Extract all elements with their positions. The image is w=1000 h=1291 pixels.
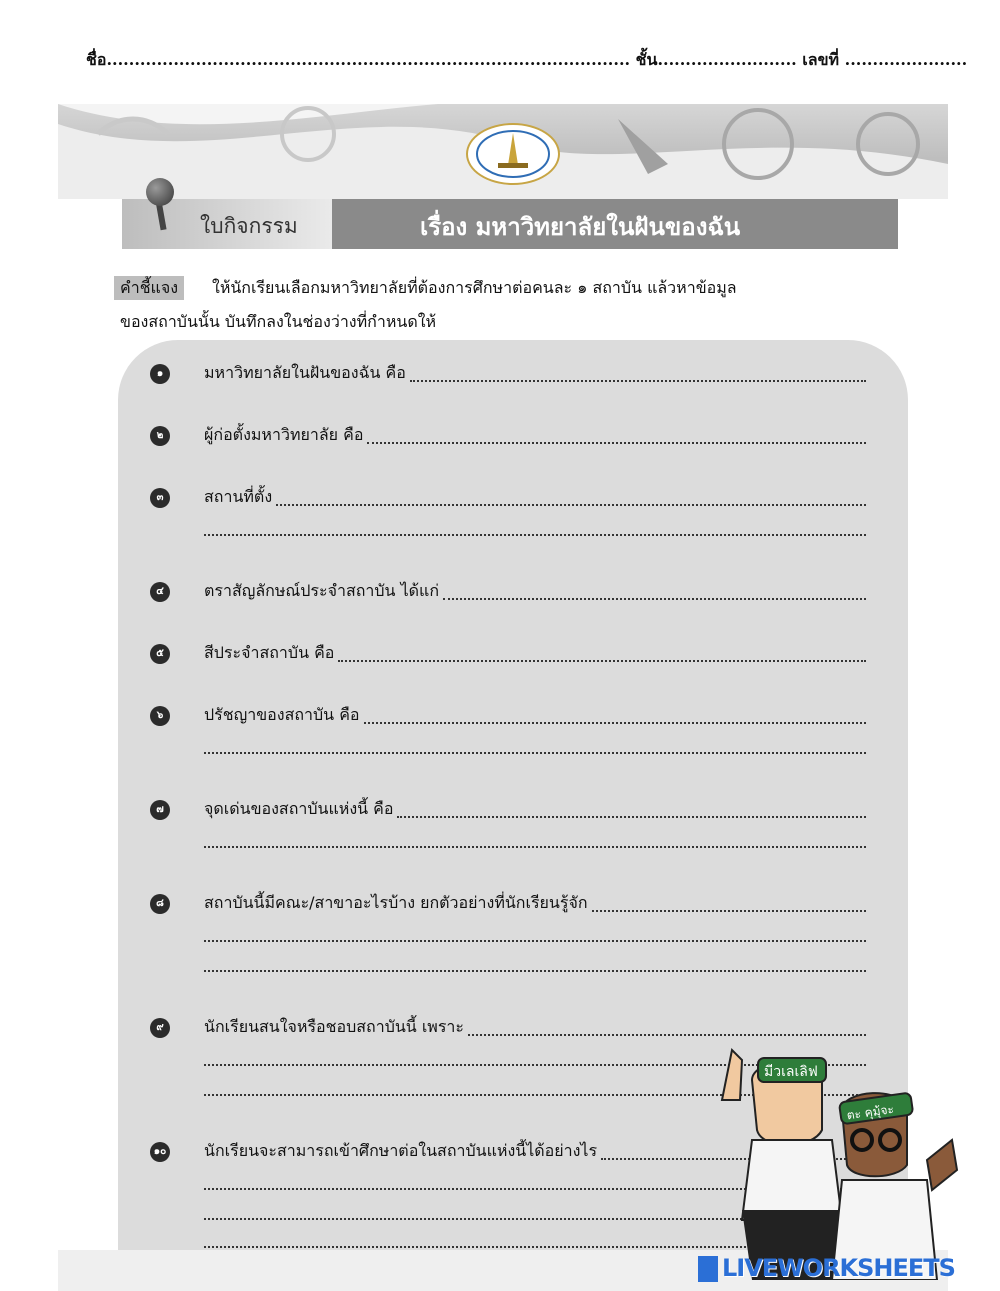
question-number: ๖ — [150, 706, 170, 726]
question-number: ๑๐ — [150, 1142, 170, 1162]
question-label: ตราสัญลักษณ์ประจำสถาบัน ได้แก่ — [204, 581, 440, 600]
question-8 — [150, 894, 866, 980]
instruction-label: คำชี้แจง — [114, 276, 184, 300]
question-label: สีประจำสถาบัน คือ — [204, 643, 335, 662]
answer-line[interactable] — [204, 800, 866, 822]
answer-line[interactable] — [204, 426, 866, 448]
headband-left-text: มีวเลเลิฟ — [764, 1064, 818, 1080]
question-number: ๕ — [150, 644, 170, 664]
answer-line[interactable] — [204, 1018, 866, 1040]
question-number: ๘ — [150, 894, 170, 914]
student-info-line — [86, 48, 968, 73]
question-label: สถาบันนี้มีคณะ/สาขาอะไรบ้าง ยกตัวอย่างที่นักเรียนรู้จัก — [204, 893, 588, 912]
school-logo — [466, 123, 560, 185]
name-field[interactable]: .............................................................................................. — [106, 50, 631, 69]
answer-line[interactable] — [204, 582, 866, 604]
question-label: ปรัชญาของสถาบัน คือ — [204, 705, 360, 724]
number-field[interactable]: ...................... — [844, 50, 968, 69]
question-number: ๓ — [150, 488, 170, 508]
question-1 — [150, 364, 866, 388]
answer-line[interactable] — [204, 488, 866, 510]
question-label: ผู้ก่อตั้งมหาวิทยาลัย คือ — [204, 425, 364, 444]
number-label: เลขที่ — [802, 50, 840, 69]
question-label: นักเรียนจะสามารถเข้าศึกษาต่อในสถาบันแห่งนี้ได้อย่างไร — [204, 1141, 598, 1160]
cartoon-students-illustration — [712, 1040, 962, 1280]
question-label: มหาวิทยาลัยในฝันของฉัน คือ — [204, 363, 406, 382]
watermark-text: LIVEWORKSHEETS — [722, 1254, 955, 1282]
worksheet-label: ใบกิจกรรม — [200, 214, 298, 238]
question-label: สถานที่ตั้ง — [204, 487, 273, 506]
question-5 — [150, 644, 866, 668]
question-3 — [150, 488, 866, 544]
worksheet-title: เรื่อง มหาวิทยาลัยในฝันของฉัน — [420, 213, 741, 241]
class-field[interactable]: ......................... — [657, 50, 797, 69]
question-number: ๗ — [150, 800, 170, 820]
question-number: ๑ — [150, 364, 170, 384]
name-label: ชื่อ — [86, 50, 107, 69]
instruction-text-line-2: ของสถาบันนั้น บันทึกลงในช่องว่างที่กำหนดให้ — [120, 312, 437, 331]
instruction-text-line-1: ให้นักเรียนเลือกมหาวิทยาลัยที่ต้องการศึกษาต่อคนละ ๑ สถาบัน แล้วหาข้อมูล — [212, 278, 737, 297]
answer-line[interactable] — [204, 364, 866, 386]
question-2 — [150, 426, 866, 450]
answer-line-extra[interactable] — [204, 830, 866, 852]
answer-line-extra[interactable] — [204, 954, 866, 976]
question-7 — [150, 800, 866, 856]
answer-line-extra[interactable] — [204, 736, 866, 758]
answer-line[interactable] — [204, 644, 866, 666]
question-number: ๒ — [150, 426, 170, 446]
question-6 — [150, 706, 866, 762]
answer-line-extra[interactable] — [204, 924, 866, 946]
answer-line[interactable] — [204, 706, 866, 728]
answer-line-extra[interactable] — [204, 518, 866, 540]
class-label: ชั้น — [635, 50, 658, 69]
question-label: จุดเด่นของสถาบันแห่งนี้ คือ — [204, 799, 394, 818]
question-label: นักเรียนสนใจหรือชอบสถาบันนี้ เพราะ — [204, 1017, 465, 1036]
question-4 — [150, 582, 866, 606]
headband-right-text: ตะ คุมุ้จะ — [845, 1102, 895, 1123]
question-number: ๔ — [150, 582, 170, 602]
answer-line[interactable] — [204, 894, 866, 916]
watermark-logo — [698, 1254, 955, 1282]
question-number: ๙ — [150, 1018, 170, 1038]
push-pin-icon — [146, 178, 174, 206]
